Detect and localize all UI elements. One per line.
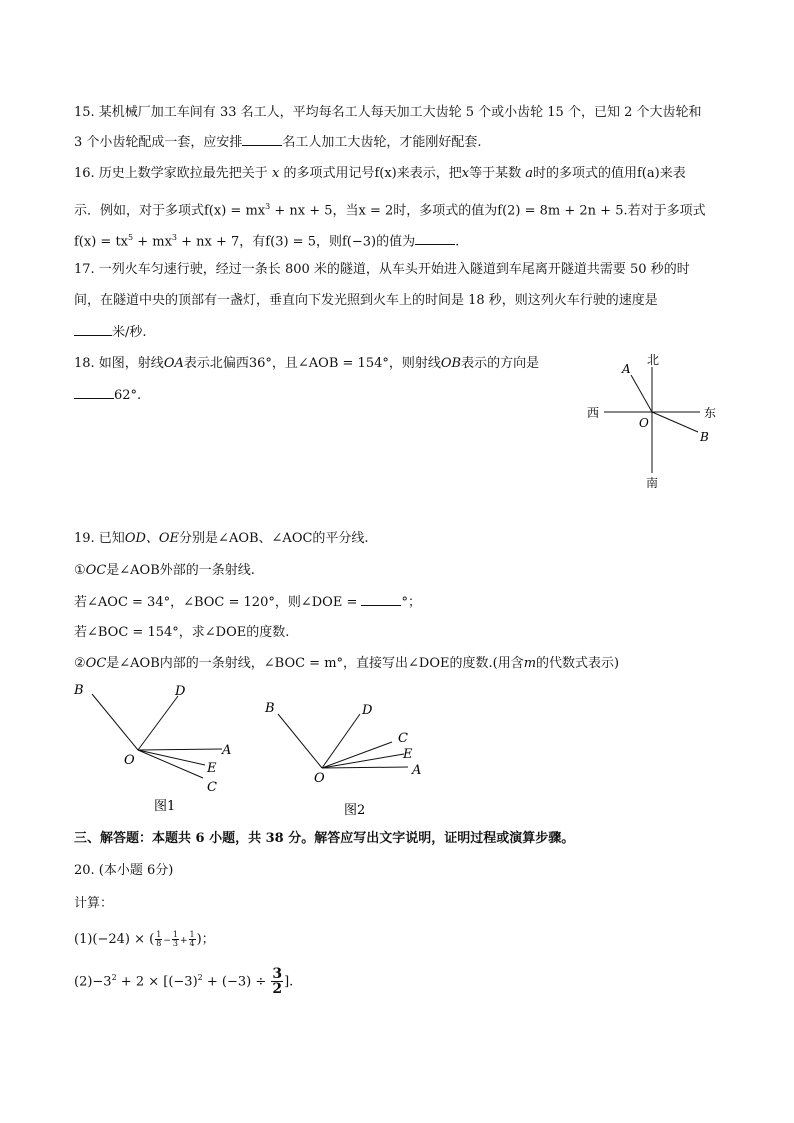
numerator: 3 xyxy=(272,966,283,983)
q16-text: 的多项式用记号f(x)来表示，把 xyxy=(283,166,462,181)
q16-text: 等于某数 xyxy=(469,166,522,181)
fraction xyxy=(172,931,179,948)
ray-oa-line xyxy=(631,375,652,412)
ray-ob-line xyxy=(92,694,138,750)
section-3-instructions: 本题共 6 小题，共 38 分。解答应写出文字说明，证明过程或演算步骤。 xyxy=(152,831,575,846)
q19-line1 xyxy=(74,530,369,548)
q15-answer-blank xyxy=(242,133,282,146)
figure-1 xyxy=(62,678,252,818)
ray-oc: OC xyxy=(85,563,107,578)
label-e: E xyxy=(207,761,217,776)
q15-text-b: 名工人加工大齿轮，才能刚好配套. xyxy=(282,135,482,150)
q15-text-a: 3 个小齿轮配成一套，应安排 xyxy=(74,135,243,150)
q16-text: . xyxy=(455,234,460,250)
operator: − xyxy=(163,936,171,946)
q18-text: 表示北偏西36°，且∠AOB = 154°，则射线 xyxy=(183,356,441,371)
exponent: 2 xyxy=(197,973,203,982)
label-a: A xyxy=(622,362,631,376)
q16-text: 16. 历史上数学家欧拉最先把关于 xyxy=(74,166,268,181)
q20-text: + (−3) ÷ xyxy=(202,974,271,990)
ray-oc-line xyxy=(138,750,203,778)
q20-expr-2 xyxy=(74,958,293,1002)
label-d: D xyxy=(362,703,373,718)
ray-ob-line xyxy=(652,412,698,432)
q15-line1: 15. 某机械厂加工车间有 33 名工人，平均每名工人每天加工大齿轮 5 个或小齿轮 15 个，已知 2 个大齿轮和 xyxy=(74,105,702,120)
q19-text: °； xyxy=(401,595,421,610)
label-o: O xyxy=(124,753,135,768)
figure-1-caption: 图1 xyxy=(154,799,176,814)
q19-text: 19. 已知 xyxy=(74,531,125,546)
q17-line2: 间，在隧道中央的顶部有一盏灯，垂直向下发光照到火车上的时间是 18 秒，则这列火车行驶的速度是 xyxy=(74,293,658,308)
fraction xyxy=(155,931,162,948)
q19-text: 分别是∠AOB、∠AOC的平分线. xyxy=(179,531,369,546)
ray-oe-line xyxy=(322,754,404,768)
var-x: x xyxy=(461,166,470,181)
operator: + xyxy=(179,936,188,946)
label-a: A xyxy=(222,743,232,758)
ray-ob: OB xyxy=(440,356,462,371)
figure-2 xyxy=(258,694,438,820)
section-3-heading xyxy=(74,830,574,848)
q18-line2 xyxy=(74,386,141,405)
q16-answer-blank xyxy=(415,232,455,245)
numerator: 1 xyxy=(172,930,178,939)
q20-text: (1)(−24) × ( xyxy=(74,932,155,947)
q16-text: + nx + 7，有f(3) = 5，则f(−3)的值为 xyxy=(177,234,416,250)
q20-text: (2)−3 xyxy=(74,974,112,990)
q19-text: 是∠AOB外部的一条射线. xyxy=(106,563,255,578)
q17-line3 xyxy=(74,323,147,342)
q19-text: 是∠AOB内部的一条射线，∠BOC = m°，直接写出∠DOE的度数.(用含 xyxy=(106,656,524,671)
ray-oa-line xyxy=(138,749,222,750)
ray-od-line xyxy=(138,696,178,750)
q20-text: )； xyxy=(196,932,215,947)
label-c: C xyxy=(398,731,408,746)
label-o: O xyxy=(639,416,649,430)
var-x: x xyxy=(271,166,280,181)
label-d: D xyxy=(175,684,186,699)
q19-line4: 若∠BOC = 154°，求∠DOE的度数. xyxy=(74,625,290,640)
exponent: 5 xyxy=(128,233,134,242)
exponent: 3 xyxy=(171,233,178,242)
q18-line1 xyxy=(74,355,539,373)
rays-od-oe: OD、OE xyxy=(124,531,180,546)
label-north: 北 xyxy=(647,353,660,367)
numerator: 1 xyxy=(189,930,195,939)
q16-text: f(x) = tx xyxy=(74,234,128,250)
denominator: 8 xyxy=(156,939,162,948)
q16-text: 示．例如，对于多项式f(x) = mx xyxy=(74,203,266,219)
q16-line1 xyxy=(74,165,686,183)
exponent: 3 xyxy=(265,202,271,211)
q19-text: 的代数式表示) xyxy=(536,656,620,671)
q20-calc-label: 计算： xyxy=(74,896,114,911)
q17-answer-blank xyxy=(74,323,112,336)
q19-line5 xyxy=(74,655,619,673)
q20-title: 20. (本小题 6分) xyxy=(74,863,174,878)
denominator: 3 xyxy=(172,939,178,948)
var-m: m xyxy=(523,656,537,671)
q16-line3 xyxy=(74,229,459,251)
label-o: O xyxy=(314,771,325,786)
ray-oa-line xyxy=(322,767,408,768)
q19-line2 xyxy=(74,562,255,580)
q19-text: ① xyxy=(74,563,86,578)
q16-text: + mx xyxy=(133,234,172,250)
label-b: B xyxy=(700,430,709,444)
denominator: 4 xyxy=(189,939,195,948)
label-south: 南 xyxy=(646,476,659,490)
numerator: 1 xyxy=(156,930,162,939)
q20-text: + 2 × [(−3) xyxy=(116,974,198,990)
var-a: a xyxy=(525,166,533,181)
ray-od-line xyxy=(322,714,360,768)
section-3-title: 三、解答题： xyxy=(74,831,153,846)
q20-text: ]. xyxy=(284,974,294,990)
ray-oc-line xyxy=(322,742,392,768)
q20-expr-1 xyxy=(74,927,215,954)
denominator: 2 xyxy=(272,981,283,998)
q18-text: 18. 如图，射线 xyxy=(74,356,164,371)
fraction xyxy=(271,967,283,996)
q16-text: + nx + 5，当x = 2时，多项式的值为f(2) = 8m + 2n + 5.若对于多项式 xyxy=(270,203,706,219)
label-b: B xyxy=(74,683,84,698)
q19-line3 xyxy=(74,593,421,612)
q17-text: 米/秒. xyxy=(112,325,147,340)
fraction xyxy=(189,931,196,948)
q19-text: ② xyxy=(74,656,86,671)
exponent: 2 xyxy=(111,973,117,982)
label-b: B xyxy=(265,701,275,716)
label-c: C xyxy=(207,780,217,795)
label-east: 东 xyxy=(704,406,717,420)
compass-diagram xyxy=(580,345,730,495)
label-e: E xyxy=(403,747,413,762)
label-a: A xyxy=(412,763,422,778)
q15-line2 xyxy=(74,133,482,152)
ray-oe-line xyxy=(138,750,205,765)
q18-answer-blank xyxy=(74,386,114,399)
q17-line1: 17. 一列火车匀速行驶，经过一条长 800 米的隧道，从车头开始进入隧道到车尾离开隧道共需要 50 秒的时 xyxy=(74,262,690,277)
q18-text: 表示的方向是 xyxy=(461,356,540,371)
q16-line2 xyxy=(74,198,706,220)
q18-text: 62°. xyxy=(114,388,142,403)
ray-oa: OA xyxy=(163,356,184,371)
ray-ob-line xyxy=(278,714,322,768)
ray-oc: OC xyxy=(85,656,107,671)
q19-text: 若∠AOC = 34°，∠BOC = 120°，则∠DOE = xyxy=(74,595,362,610)
figure-2-caption: 图2 xyxy=(344,803,366,818)
q16-text: 时的多项式的值用f(a)来表 xyxy=(533,166,686,181)
q19-answer-blank xyxy=(361,593,401,606)
label-west: 西 xyxy=(587,406,600,420)
